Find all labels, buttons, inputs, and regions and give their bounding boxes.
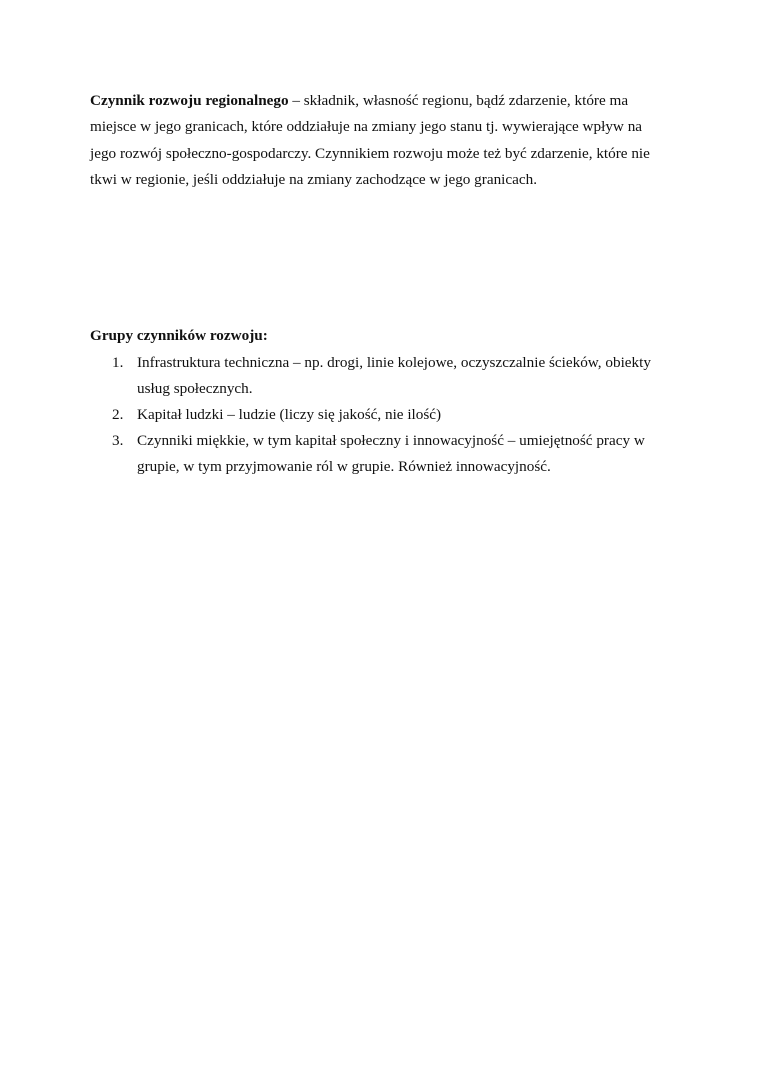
list-item — [90, 350, 665, 402]
groups-heading: Grupy czynników rozwoju: — [90, 327, 268, 344]
list-item-text: Infrastruktura techniczna – np. drogi, linie kolejowe, oczyszczalnie ścieków, obiekty usług społecznych. — [137, 354, 651, 397]
list-item — [90, 402, 665, 428]
list-item-number: 3. — [112, 432, 124, 449]
list-item — [90, 428, 665, 480]
list-item-number: 2. — [112, 406, 124, 423]
list-item-text: Kapitał ludzki – ludzie (liczy się jakość, nie ilość) — [137, 406, 442, 423]
definition-paragraph — [90, 88, 665, 193]
factor-groups-list — [90, 350, 665, 480]
list-item-text: Czynniki miękkie, w tym kapitał społeczny i innowacyjność – umiejętność pracy w grupie, w tym przyjmowanie ról w grupie. Również innowacyjność. — [137, 432, 645, 475]
list-item-number: 1. — [112, 354, 124, 371]
definition-term: Czynnik rozwoju regionalnego — [90, 92, 289, 109]
definition-text: – składnik, własność regionu, bądź zdarzenie, które ma miejsce w jego granicach, które oddziałuje na zmiany jego stanu tj. wywierające wpływ na jego rozwój społeczno-gospodarczy. Czynnikiem rozwoju może też być zdarzenie, które nie tkwi w regionie, jeśli oddziałuje na zmiany zachodzące w jego granicach. — [90, 92, 650, 188]
